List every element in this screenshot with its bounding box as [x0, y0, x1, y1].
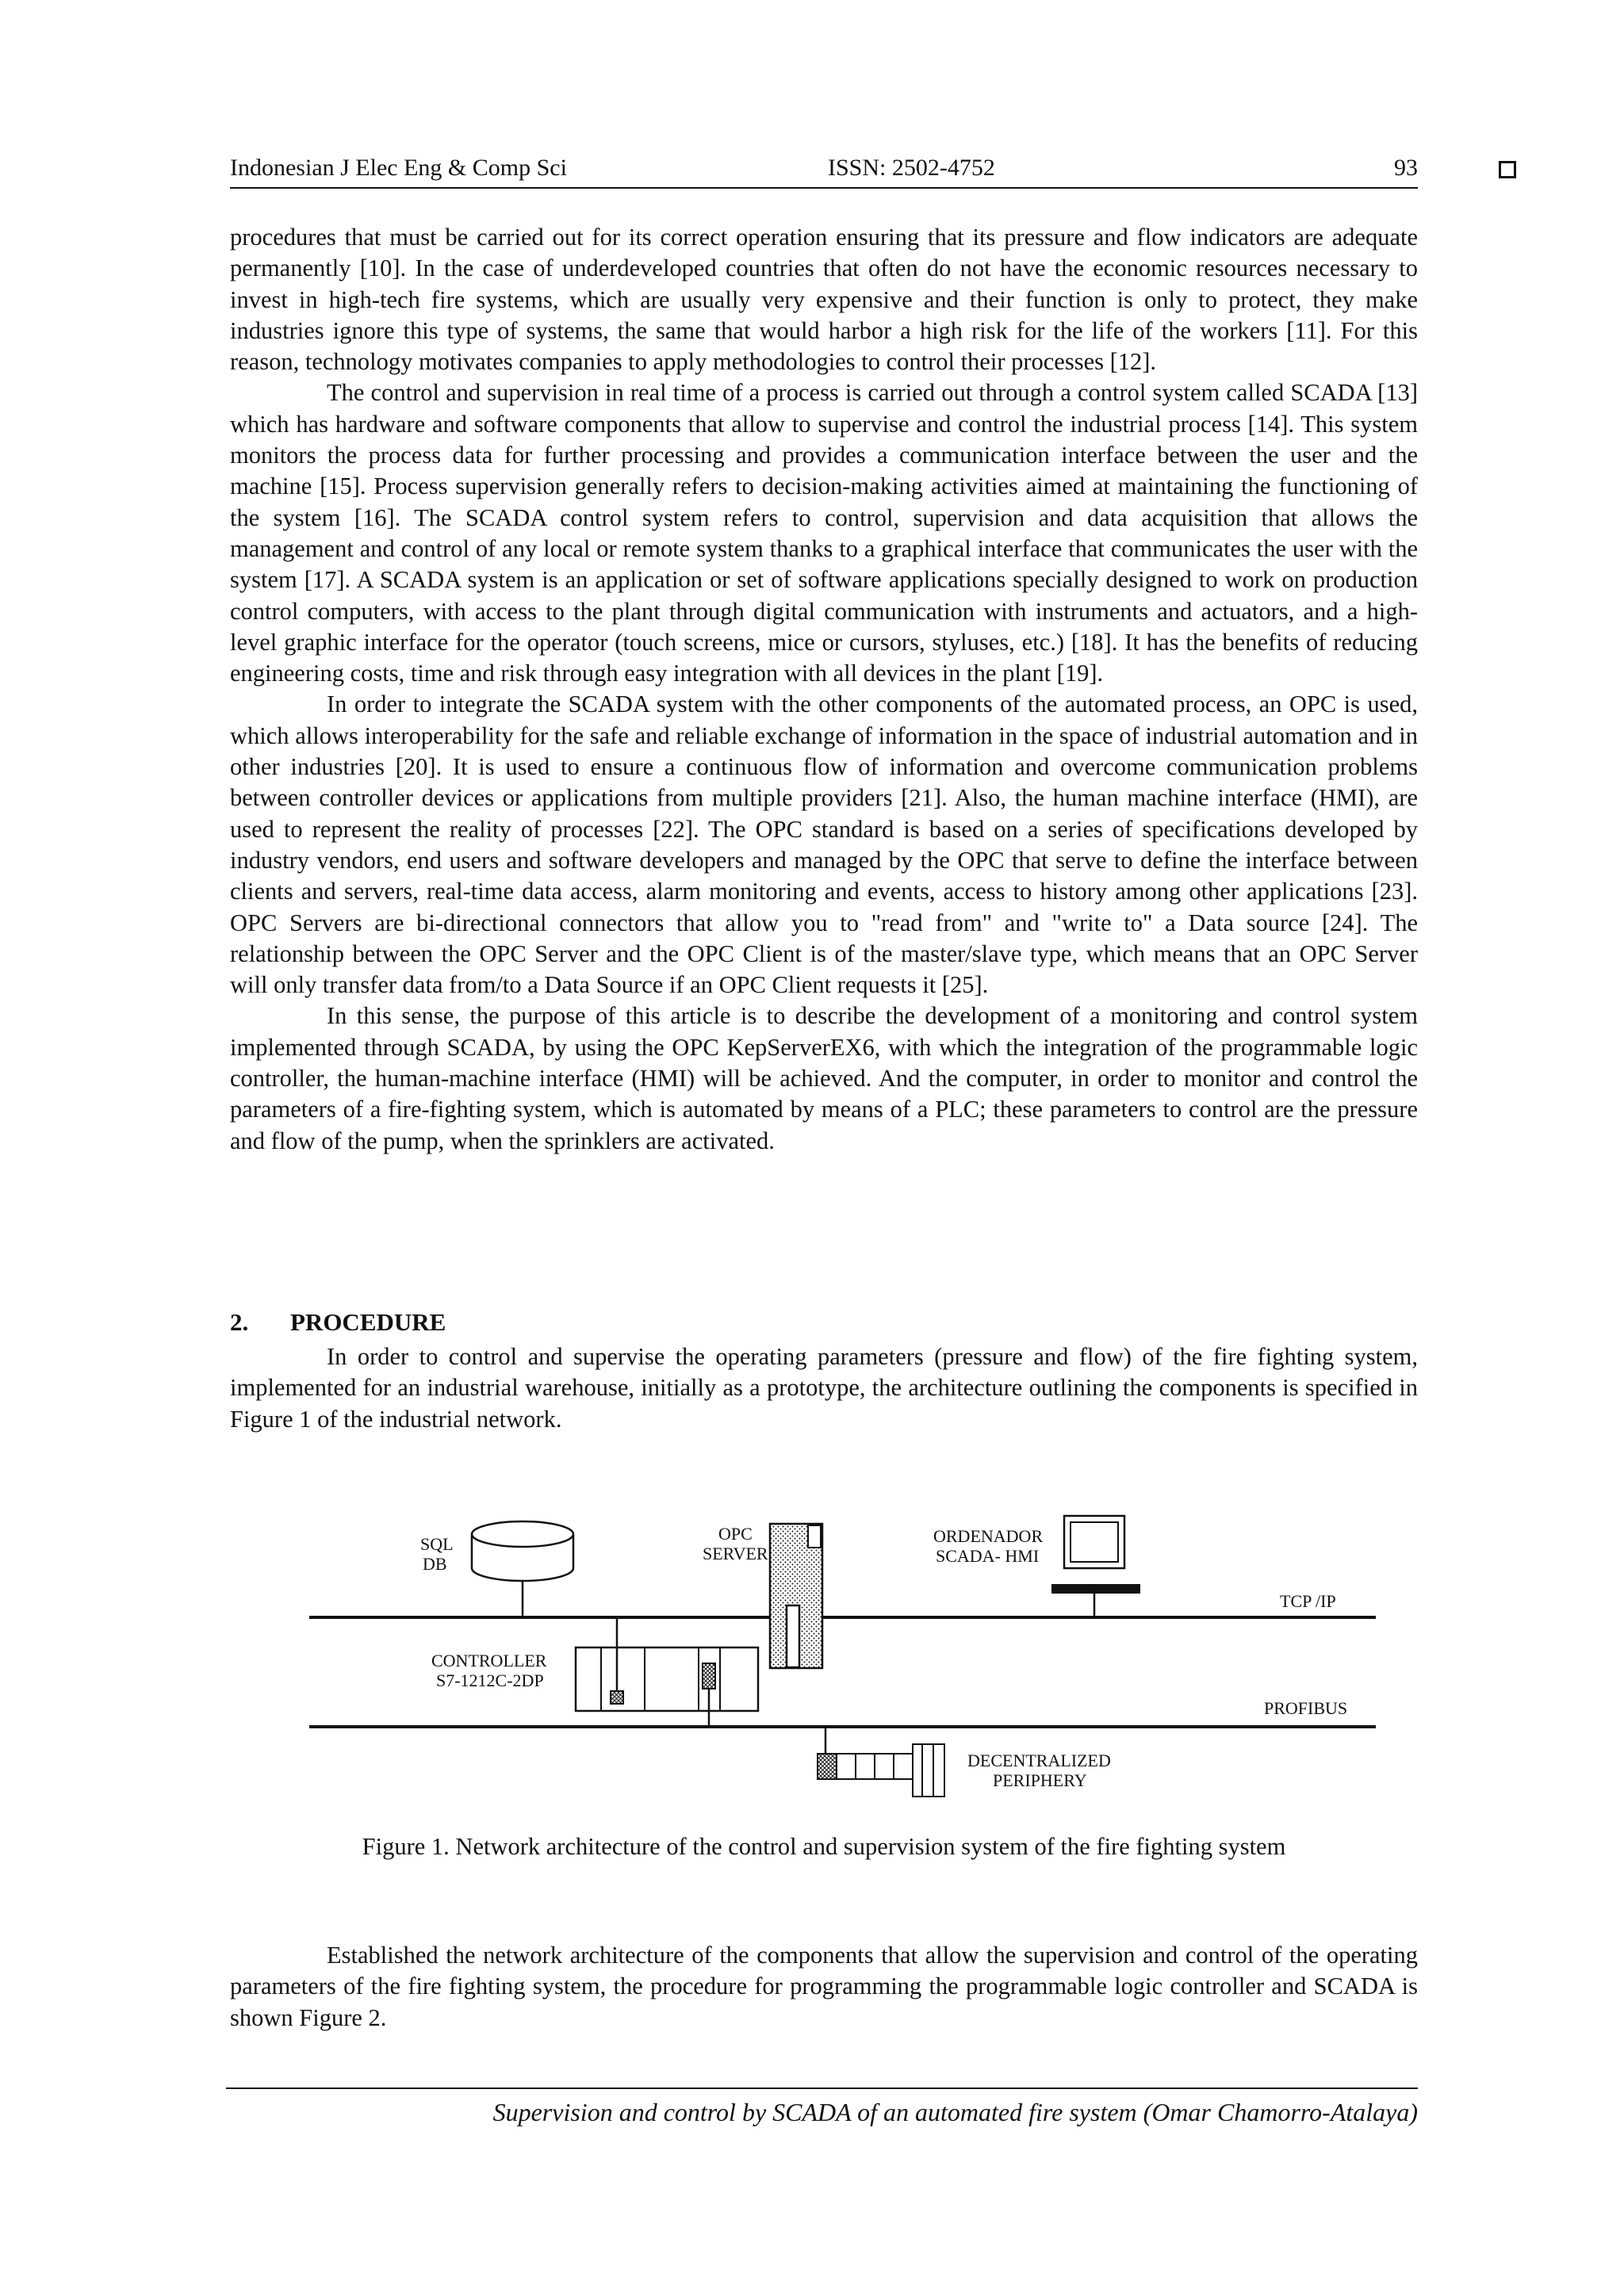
decentralized-label: DECENTRALIZED — [967, 1751, 1111, 1770]
intro-text — [230, 222, 1418, 1157]
plc-controller-icon — [576, 1617, 758, 1727]
procedure-text — [230, 1341, 1418, 1435]
profibus-label: PROFIBUS — [1264, 1698, 1348, 1718]
paragraph-procedure: In order to control and supervise the operating parameters (pressure and flow) of the fire fighting system, implemented for an industrial warehouse, initially as a prototype, the architecture outlining the components is specified in Figure 1 of the industrial network. — [230, 1343, 1418, 1433]
db-label: DB — [423, 1554, 447, 1574]
sql-label: SQL — [420, 1534, 454, 1554]
paragraph-3: In order to integrate the SCADA system with the other components of the automated process, an OPC is used, which allows interoperability for the safe and reliable exchange of information in the space of industrial automation and in other industries [20]. It is used to ensure a continuous flow of information and overcome communication problems between controller devices or applications from multiple providers [21]. Also, the human machine interface (HMI), are used to represent the reality of processes [22]. The OPC standard is based on a series of specifications developed by industry vendors, end users and software developers and managed by the OPC that serve to define the interface between clients and servers, real-time data access, alarm monitoring and events, access to history among other applications [23]. OPC Servers are bi-directional connectors that allow you to "read from" and "write to" a Data source [24]. The relationship between the OPC Server and the OPC Client is of the master/slave type, which means that an OPC Server will only transfer data from/to a Data Source if an OPC Client requests it [25]. — [230, 691, 1418, 999]
controller-model-label: S7-1212C-2DP — [436, 1670, 544, 1690]
paragraph-1: procedures that must be carried out for its correct operation ensuring that its pressure and flow indicators are adequate permanently [10]. In the case of underdeveloped countries that often do not have the economic resources necessary to invest in high-tech fire systems, which are usually very expensive and their function is only to protect, they make industries ignore this type of systems, the same that would harbor a high risk for the life of the workers [11]. For this reason, technology motivates companies to apply methodologies to control their processes [12]. — [230, 224, 1418, 376]
sql-database-icon — [472, 1521, 573, 1617]
header-rule — [230, 187, 1418, 189]
journal-name: Indonesian J Elec Eng & Comp Sci — [230, 155, 567, 181]
section-heading — [230, 1308, 446, 1337]
paragraph-4: In this sense, the purpose of this article is to describe the development of a monitoring and control system implemented through SCADA, by using the OPC KepServerEX6, with which the integration of the programmable logic controller, the human-machine interface (HMI) will be achieved. And the computer, in order to monitor and control the parameters of a fire-fighting system, which is automated by means of a PLC; these parameters to control are the pressure and flow of the pump, when the sprinklers are activated. — [230, 1002, 1418, 1154]
page-header — [230, 155, 1418, 189]
tcpip-label: TCP /IP — [1280, 1591, 1336, 1611]
scada-hmi-label: SCADA- HMI — [936, 1546, 1040, 1566]
section-number: 2. — [230, 1308, 249, 1336]
server-label: SERVER — [703, 1544, 768, 1563]
opc-server-icon — [770, 1524, 822, 1668]
page-number: 93 — [1394, 155, 1418, 181]
periphery-label: PERIPHERY — [993, 1770, 1087, 1790]
paragraph-after-figure: Established the network architecture of the components that allow the supervision and control of the operating parameters of the fire fighting system, the procedure for programming the programmable logic controller and SCADA is shown Figure 2. — [230, 1942, 1418, 2031]
running-title: Supervision and control by SCADA of an automated fire system (Omar Chamorro-Atalaya) — [492, 2098, 1418, 2126]
issn: ISSN: 2502-4752 — [828, 155, 995, 181]
network-architecture-figure — [301, 1506, 1380, 1808]
ordenador-label: ORDENADOR — [933, 1526, 1044, 1546]
decentralized-periphery-icon — [818, 1727, 944, 1797]
figure-caption: Figure 1. Network architecture of the control and supervision system of the fire fighting system — [362, 1833, 1286, 1860]
computer-monitor-icon — [1051, 1516, 1140, 1617]
opc-label: OPC — [718, 1524, 753, 1544]
checkbox-square-icon — [1499, 161, 1516, 178]
footer-rule — [226, 2087, 1418, 2089]
controller-label: CONTROLLER — [431, 1651, 547, 1670]
after-figure-text — [230, 1940, 1418, 2034]
paragraph-2: The control and supervision in real time of a process is carried out through a control system called SCADA [13] which has hardware and software components that allow to supervise and control the industrial process [14]. This system monitors the process data for further processing and provides a communication interface between the user and the machine [15]. Process supervision generally refers to decision-making activities aimed at maintaining the functioning of the system [16]. The SCADA control system refers to control, supervision and data acquisition that allows the management and control of any local or remote system thanks to a graphical interface that communicates the user with the system [17]. A SCADA system is an application or set of software applications specially designed to work on production control computers, with access to the plant through digital communication with instruments and actuators, and a high-level graphic interface for the operator (touch screens, mice or cursors, styluses, etc.) [18]. It has the benefits of reducing engineering costs, time and risk through easy integration with all devices in the plant [19]. — [230, 379, 1418, 687]
section-title: PROCEDURE — [290, 1308, 446, 1336]
